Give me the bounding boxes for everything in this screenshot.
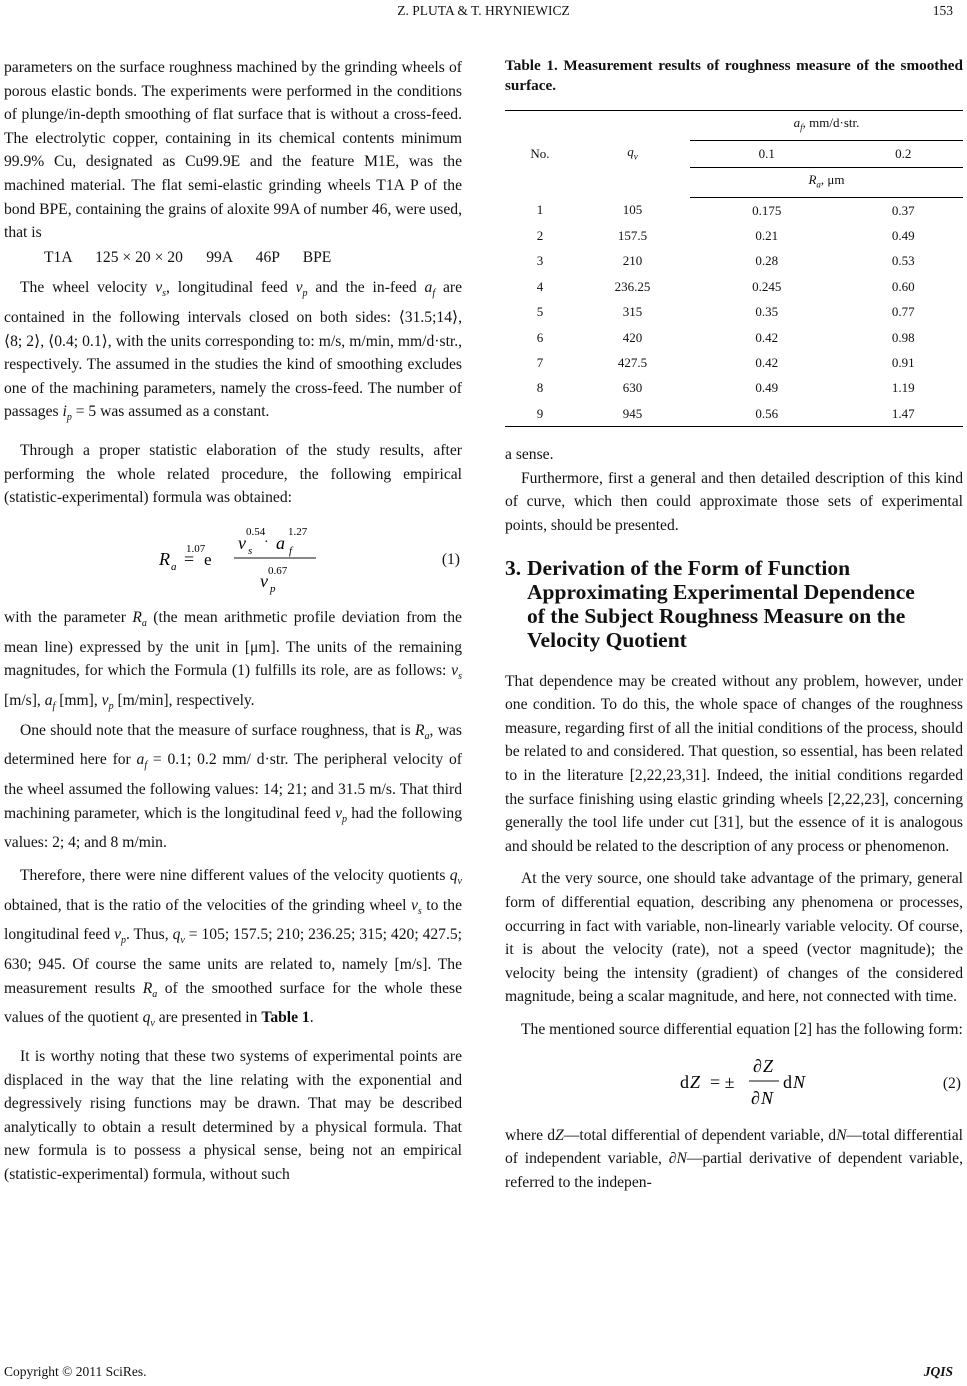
table-row	[505, 249, 963, 274]
table-cell: 315	[622, 304, 643, 320]
section-3-heading: 3. Derivation of the Form of Function Approximating Experimental Dependence of the Subject Roughness Measure on the Velocity Quotient	[505, 555, 915, 652]
paragraph-7: It is worthy noting that these two systems of experimental points are displaced in the way that the line relating with the exponential and degressively rising functions may be drawn. That may be described analytically to obtain a result determined by a physical formula. That new formula is to possess a physical sense, being not an empirical (statistic-experimental) formula, without such	[4, 1048, 462, 1183]
svg-text:0.54: 0.54	[246, 525, 266, 538]
table-1-body	[505, 197, 963, 427]
equation-2-graphic	[675, 1050, 875, 1114]
svg-text:=: =	[184, 548, 195, 569]
equation-2	[505, 1050, 963, 1114]
wheel-designation: T1A 125 × 20 × 20 99A 46P BPE	[44, 248, 332, 266]
paragraph-2: The wheel velocity $v_s$, longitudinal feed $v_p$ and the in-feed $a_f$ are contained in the following intervals closed on both sides: ⟨31.5;14⟩, ⟨8; 2⟩, ⟨0.4; 0.1⟩, with the units corresponding to: m/s, m/min, mm/d·str., respectively. The assumed in the studies the kind of smoothing excludes one of the machining parameters, namely the cross-feed. The number of passages $i_p = 5$ was assumed as a constant.	[4, 279, 463, 424]
table-cell: 0.35	[755, 304, 779, 320]
table-header-af: $a_f$, mm/d·str.	[690, 111, 963, 141]
table-cell: 1.19	[891, 380, 915, 396]
table-cell: 1	[536, 202, 544, 218]
svg-text:e: e	[204, 549, 212, 569]
table-header-ra: $R_a$, μm	[690, 167, 963, 197]
symbol-ip: $i_p = 5$	[62, 403, 97, 424]
running-title: Z. PLUTA & T. HRYNIEWICZ	[397, 3, 570, 18]
table-cell: 210	[622, 253, 643, 269]
right-column	[505, 56, 963, 1194]
svg-text:d: d	[783, 1071, 792, 1092]
svg-text:f: f	[289, 544, 293, 557]
table-1-reference: Table 1	[261, 1009, 310, 1027]
interval-2: ⟨8; 2⟩	[4, 332, 41, 350]
table-row	[505, 299, 963, 324]
svg-text:Z: Z	[690, 1071, 701, 1092]
table-cell: 1.47	[844, 401, 964, 427]
table-cell: 4	[536, 278, 544, 294]
table-cell: 420	[622, 329, 643, 345]
paragraph-r4: At the very source, one should take advantage of the primary, general form of differential equation, describing any phenomena or processes, occurring in fact with variable, non-linearly variable velocity. Of course, it is about the velocity (rate), not a speed (vector magnitude); the velocity being the intensity (gradient) of changes of the considered magnitude, being a scalar magnitude, and here, not connected with time.	[505, 870, 963, 1006]
symbol-vp: $v_p$	[295, 279, 308, 300]
table-cell: 0.49	[755, 380, 779, 396]
table-cell: 0.60	[891, 278, 915, 294]
svg-text:a: a	[171, 560, 177, 573]
table-row	[505, 376, 963, 401]
svg-text:·: ·	[264, 534, 269, 550]
table-cell: 0.28	[755, 253, 779, 269]
paragraph-6: Therefore, there were nine different values of the velocity quotients $q_v$ obtained, that is the ratio of the velocities of the grinding wheel $v_s$ to the longitudinal feed $v_p$. Thus, $q_v = 105$; 157.5; 210; 236.25; 315; 420; 427.5; 630; 945. Of course the same units are related to, namely [m/s]. The measurement results $R_a$ of the smoothed surface for the whole these values of the quotient $q_v$ are presented in Table 1.	[4, 866, 462, 1030]
paragraph-r5: The mentioned source differential equation [2] has the following form:	[521, 1020, 963, 1038]
svg-text:∂: ∂	[753, 1055, 762, 1076]
table-cell: 0.245	[752, 278, 782, 294]
table-header-no: No.	[505, 111, 575, 198]
interval-3: ⟨0.4; 0.1⟩	[48, 332, 108, 350]
svg-text:Z: Z	[763, 1055, 774, 1076]
table-cell: 7	[536, 355, 544, 370]
svg-text:= ±: = ±	[710, 1071, 735, 1092]
table-header-qv: $q_v$	[575, 111, 690, 198]
svg-text:a: a	[276, 532, 285, 553]
svg-text:v: v	[238, 532, 246, 553]
table-row	[505, 325, 963, 350]
table-cell: 0.77	[891, 304, 915, 320]
table-cell: 0.42	[755, 355, 779, 370]
paragraph-r6: where dZ—total differential of dependent variable, dN—total differential of independent variable, ∂N—partial derivative of dependent variable, referred to the indepen-	[505, 1126, 964, 1191]
table-row	[505, 274, 963, 299]
paragraph-r3: That dependence may be created without any problem, however, under one condition. To do this, the whole space of changes of the roughness measure, regarding first of all the initial conditions of the process, should be related to and considered. That question, so essential, has been related to in the literature [2,22,23,31]. Indeed, the initial conditions regarded the surface finishing using elastic grinding wheels [2,22,23], concerning generally the tool life under cut [31], but the essence of it is analogous and should be related to the description of any process or phenomenon.	[505, 672, 963, 855]
table-cell: 9	[505, 401, 575, 427]
svg-text:1.27: 1.27	[288, 525, 308, 538]
table-cell: 236.25	[614, 278, 651, 294]
table-cell: 0.53	[891, 253, 915, 269]
equation-1-graphic	[154, 518, 474, 596]
equation-2-number: (2)	[942, 1074, 961, 1092]
equation-1-number: (1)	[441, 550, 460, 568]
paragraph-1: parameters on the surface roughness machined by the grinding wheels of porous elastic bonds. The experiments were performed in the conditions of plunge/in-depth smoothing of flat surface that is without a cross-feed. The electrolytic copper, containing in its chemical contents minimum 99.9% Cu, designated as Cu99.9E and the feature M1E, was the machined material. The flat semi-elastic grinding wheels T1A P of the bond BPE, containing the grains of aloxite 99A of number 46, were used, that is	[4, 59, 462, 242]
table-cell: 0.98	[891, 329, 915, 345]
table-cell: 2	[536, 228, 544, 244]
svg-text:N: N	[761, 1087, 774, 1108]
symbol-vs: $v_s$	[155, 279, 167, 300]
table-cell: 0.91	[891, 355, 915, 370]
svg-text:v: v	[260, 570, 268, 591]
table-cell: 105	[622, 202, 643, 218]
equation-1	[4, 518, 462, 596]
paragraph-4: with the parameter $R_a$ (the mean arithmetic profile deviation from the mean line) expressed by the unit in [μm]. The units of the remaining magnitudes, for which the Formula (1) fulfills its role, are as follows: $v_s$ [m/s], $a_f$ [mm], $v_p$ [m/min], respectively.	[4, 608, 462, 713]
table-cell: 0.37	[891, 202, 915, 218]
table-cell: 0.175	[752, 202, 782, 218]
table-row	[505, 401, 963, 427]
table-cell: 630	[622, 380, 643, 396]
table-row	[505, 197, 963, 223]
svg-text:s: s	[248, 544, 253, 557]
symbol-af: $a_f$	[424, 279, 436, 300]
table-cell: 157.5	[617, 228, 648, 244]
table-cell: 6	[536, 329, 544, 345]
paragraph-5: One should note that the measure of surface roughness, that is $R_a$, was determined here for $a_f = 0.1$; 0.2 mm/ d·str. The peripheral velocity of the wheel assumed the following values: 14; 21; and 31.5 m/s. That third machining parameter, which is the longitudinal feed $v_p$ had the following values: 2; 4; and 8 m/min.	[4, 721, 462, 852]
svg-text:p: p	[270, 582, 276, 595]
svg-text:N: N	[793, 1071, 806, 1092]
table-cell: 945	[575, 401, 690, 427]
table-cell: 0.21	[755, 228, 779, 244]
table-cell: 0.56	[690, 401, 844, 427]
table-cell: 8	[536, 380, 544, 396]
svg-text:0.67: 0.67	[268, 564, 288, 577]
table-cell: 0.42	[755, 329, 779, 345]
table-1-caption: Table 1. Measurement results of roughness measure of the smoothed surface.	[505, 57, 963, 94]
svg-text:∂: ∂	[751, 1087, 760, 1108]
svg-text:R: R	[159, 548, 170, 569]
table-row	[505, 350, 963, 375]
table-cell: 3	[536, 253, 544, 269]
paragraph-r2: Furthermore, first a general and then detailed description of this kind of curve, which then could approximate those sets of experimental points, should be presented.	[505, 469, 963, 535]
svg-text:1.07: 1.07	[186, 542, 206, 555]
interval-1: ⟨31.5;14⟩	[398, 309, 459, 327]
page-number: 153	[932, 3, 953, 18]
paragraph-r1: a sense.	[505, 446, 554, 464]
footer-journal: JQIS	[923, 1364, 953, 1379]
footer-copyright: Copyright © 2011 SciRes.	[4, 1364, 147, 1379]
table-cell: 427.5	[617, 355, 648, 370]
table-cell: 5	[536, 304, 544, 320]
table-header-02: 0.2	[844, 141, 964, 167]
table-header-01: 0.1	[690, 141, 844, 167]
svg-text:d: d	[680, 1071, 689, 1092]
paragraph-3: Through a proper statistic elaboration of the study results, after performing the whole related procedure, the following empirical (statistic-experimental) formula was obtained:	[4, 442, 462, 507]
left-column	[4, 56, 462, 1187]
table-cell: 0.49	[891, 228, 915, 244]
table-row	[505, 223, 963, 248]
table-1	[505, 110, 963, 427]
